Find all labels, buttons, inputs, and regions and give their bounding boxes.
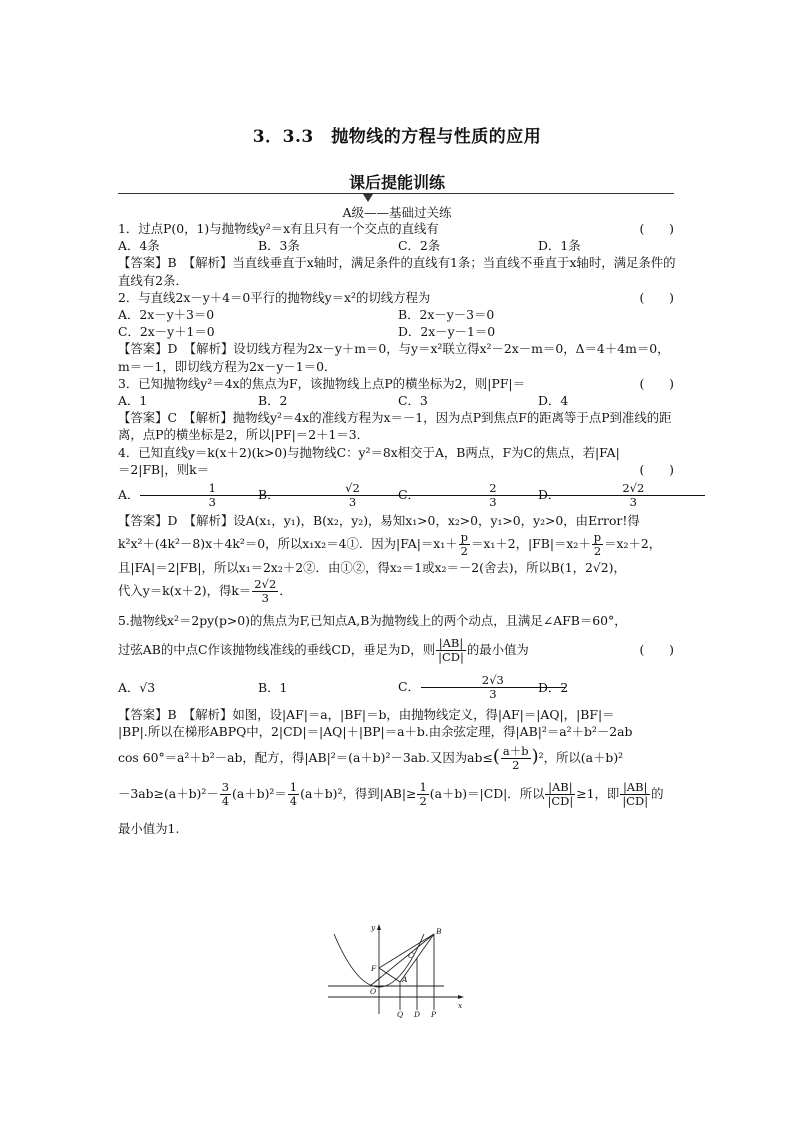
option-b (258, 482, 398, 509)
y-axis-arrow-icon (377, 924, 381, 930)
section-subtitle: 课后提能训练 (348, 173, 445, 192)
question-4-stem-1: 4．已知直线y＝k(x＋2)(k>0)与抛物线C：y²＝8x相交于A，B两点，F为C的焦点，若|FA| (118, 444, 620, 460)
label-D: D (414, 1010, 421, 1018)
question-2-answer: 【答案】D 【解析】设切线方程为2x－y＋m＝0，与y＝x²联立得x²－2x－m＝0，Δ＝4＋4m＝0，m＝－1，即切线方程为2x－y－1＝0． (118, 341, 670, 374)
option-label: A． (118, 486, 140, 502)
option-b: B．1 (258, 680, 288, 696)
numerator: 1 (140, 482, 284, 496)
numerator: 3 (221, 780, 230, 795)
denominator: 2 (512, 758, 520, 773)
question-4-stem-2 (118, 461, 678, 478)
parabola-figure (324, 922, 466, 1018)
option-label: C． (398, 679, 420, 695)
fraction-ab-over-cd (436, 637, 466, 664)
numerator: |AB| (436, 637, 466, 651)
label-x: x (458, 1001, 463, 1010)
denominator: 3 (208, 494, 216, 509)
answer-text: (a＋b)²，得到|AB|≥ (300, 786, 417, 802)
option-c (398, 674, 538, 701)
label-A: A (402, 975, 408, 984)
numerator: |AB| (545, 781, 575, 795)
fraction-p-over-2 (459, 531, 470, 558)
option-d: D．4 (538, 393, 569, 409)
denominator: 2 (419, 794, 427, 809)
question-4-answer-3: 且|FA|＝2|FB|，所以x₁＝2x₂＋2②．由①②，得x₂＝1或x₂＝－2(舍去)，所以B(1，2√2)， (118, 560, 626, 576)
question-text: 的最小值为 (466, 641, 529, 657)
question-5-answer-1: 【答案】B 【解析】如图，设|AF|＝a，|BF|＝b，由抛物线定义，得|AF|＝|AQ|，|BF|＝ (118, 706, 615, 722)
question-5-options (118, 670, 678, 706)
fraction-p-over-2 (592, 531, 603, 558)
question-text: 1．过点P(0，1)与抛物线y²＝x有且只有一个交点的直线有 (118, 221, 439, 236)
answer-text: cos 60°＝a²＋b²－ab，配方，得|AB|²＝(a＋b)²－3ab.又因为ab≤ (118, 750, 493, 766)
option-label: D． (538, 486, 561, 502)
option-a: A．1 (118, 393, 148, 409)
denominator: 3 (489, 494, 497, 509)
denominator: 3 (489, 687, 497, 702)
label-C: C (408, 951, 414, 960)
segment-FB (379, 934, 434, 968)
label-Q: Q (397, 1010, 404, 1018)
option-c: C．2条 (398, 238, 441, 254)
option-c (398, 482, 538, 509)
numerator: 1 (289, 780, 298, 795)
option-a: A．√3 (118, 680, 156, 696)
option-label: C． (398, 486, 420, 502)
numerator: 2√2 (561, 482, 705, 496)
question-2-options-row1 (118, 306, 678, 323)
numerator: √2 (281, 482, 425, 496)
question-4-options (118, 478, 678, 512)
answer-text: －3ab≥(a＋b)²－ (118, 786, 219, 802)
fraction (501, 745, 531, 772)
numerator: 2 (421, 482, 565, 496)
option-d: D．2x－y－1＝0 (398, 324, 496, 340)
numerator: 2√3 (421, 674, 565, 688)
question-list (118, 220, 678, 837)
option-c: C．2x－y＋1＝0 (118, 324, 215, 340)
option-d (538, 482, 678, 509)
denominator: |CD| (547, 794, 574, 809)
denominator: 2 (593, 544, 602, 559)
answer-text: 的 (651, 786, 664, 802)
question-text: 2．与直线2x－y＋4＝0平行的抛物线y＝x²的切线方程为 (118, 289, 431, 305)
option-b: B．2 (258, 393, 288, 409)
answer-text: (a＋b)＝|CD|．所以 (429, 786, 545, 802)
answer-text: k²x²＋(4k²－8)x＋4k²＝0，所以x₁x₂＝4①．因为|FA|＝x₁＋ (118, 536, 458, 552)
answer-text: ＝x₁＋2，|FB|＝x₂＋ (470, 536, 591, 552)
page-title: 3．3.3 抛物线的方程与性质的应用 (252, 127, 542, 147)
question-5-answer-5: 最小值为1. (118, 821, 180, 837)
question-5-answer-3 (118, 740, 678, 774)
option-d: D．2 (538, 680, 569, 696)
option-a: A．4条 (118, 238, 160, 254)
question-2-stem (118, 289, 678, 306)
numerator: 1 (419, 780, 427, 795)
numerator: p (593, 530, 602, 545)
answer-paren: ( ) (639, 641, 674, 657)
down-triangle-icon (363, 194, 373, 202)
fraction (561, 482, 701, 509)
answer-paren: ( ) (639, 375, 674, 391)
question-text: 过弦AB的中点C作该抛物线准线的垂线CD，垂足为D，则 (118, 641, 436, 657)
question-5-answer-4 (118, 774, 678, 814)
x-axis-arrow-icon (458, 995, 464, 999)
question-2-options-row2 (118, 323, 678, 340)
answer-paren: ( ) (639, 221, 674, 236)
denominator: |CD| (438, 649, 464, 664)
numerator: a＋b (502, 744, 529, 759)
option-label: B． (258, 486, 280, 502)
fraction (620, 781, 650, 808)
option-b: B．2x－y－3＝0 (398, 307, 495, 323)
left-paren: ( (492, 746, 500, 768)
question-5-stem-2 (118, 630, 678, 670)
question-4-answer-4 (118, 576, 678, 606)
answer-text: ²，所以(a＋b)² (538, 750, 624, 766)
question-1-stem (118, 220, 678, 237)
question-text: ＝2|FB|，则k＝ (118, 461, 210, 477)
denominator: 3 (261, 591, 269, 606)
question-4-answer-1: 【答案】D 【解析】设A(x₁，y₁)，B(x₂，y₂)，易知x₁>0，x₂>0，y₁>0，y₂>0，由Error!得 (118, 513, 640, 529)
fraction (545, 781, 575, 808)
option-c: C．3 (398, 393, 428, 409)
question-3-answer: 【答案】C 【解析】抛物线y²＝4x的准线方程为x＝－1，因为点P到焦点F的距离等于点P到准线的距离，点P的横坐标是2，所以|PF|＝2＋1＝3． (118, 410, 672, 443)
label-F: F (371, 964, 377, 973)
label-O: O (370, 987, 377, 996)
answer-text: 代入y＝k(x＋2)，得k＝ (118, 583, 252, 599)
denominator: 4 (221, 794, 230, 809)
denominator: 2 (460, 544, 468, 559)
right-paren: ) (531, 746, 539, 768)
question-3-options (118, 392, 678, 409)
fraction (252, 578, 278, 605)
label-y: y (371, 923, 376, 932)
question-3-stem (118, 375, 678, 392)
question-5-stem-1: 5.抛物线x²＝2py(p>0)的焦点为F,已知点A,B为抛物线上的两个动点，且满足∠AFB＝60°， (118, 613, 627, 629)
answer-text: (a＋b)²＝ (232, 786, 287, 802)
question-text: 3．已知抛物线y²＝4x的焦点为F，该抛物线上点P的横坐标为2，则|PF|＝ (118, 375, 525, 391)
denominator: 3 (348, 494, 357, 509)
fraction (288, 781, 299, 808)
denominator: 4 (289, 794, 298, 809)
answer-text: ≥1，即 (576, 786, 620, 802)
numerator: 2√2 (254, 577, 277, 592)
denominator: 3 (629, 494, 637, 509)
answer-paren: ( ) (639, 289, 674, 305)
answer-text: ＝x₂＋2， (604, 536, 662, 552)
answer-text: ． (279, 583, 292, 599)
option-a: A．2x－y＋3＝0 (118, 307, 215, 323)
fraction (417, 781, 428, 808)
level-heading: A级——基础过关练 (342, 205, 452, 220)
numerator: |AB| (620, 781, 650, 795)
label-P: P (431, 1010, 437, 1018)
option-a (118, 482, 258, 509)
option-d: D．1条 (538, 238, 581, 254)
question-1-options (118, 237, 678, 254)
question-5-answer-2: |BP|.所以在梯形ABPQ中，2|CD|＝|AQ|＋|BP|＝a＋b.由余弦定理，得|AB|²＝a²＋b²－2ab (118, 723, 633, 739)
label-B: B (436, 927, 442, 936)
question-4-answer-2 (118, 529, 678, 559)
fraction (220, 781, 231, 808)
question-1-answer: 【答案】B 【解析】当直线垂直于x轴时，满足条件的直线有1条；当直线不垂直于x轴时，满足条件的直线有2条． (118, 255, 676, 288)
numerator: p (460, 530, 468, 545)
section-rule (118, 193, 674, 194)
denominator: |CD| (622, 794, 649, 809)
answer-paren: ( ) (639, 461, 674, 477)
option-b: B．3条 (258, 238, 300, 254)
